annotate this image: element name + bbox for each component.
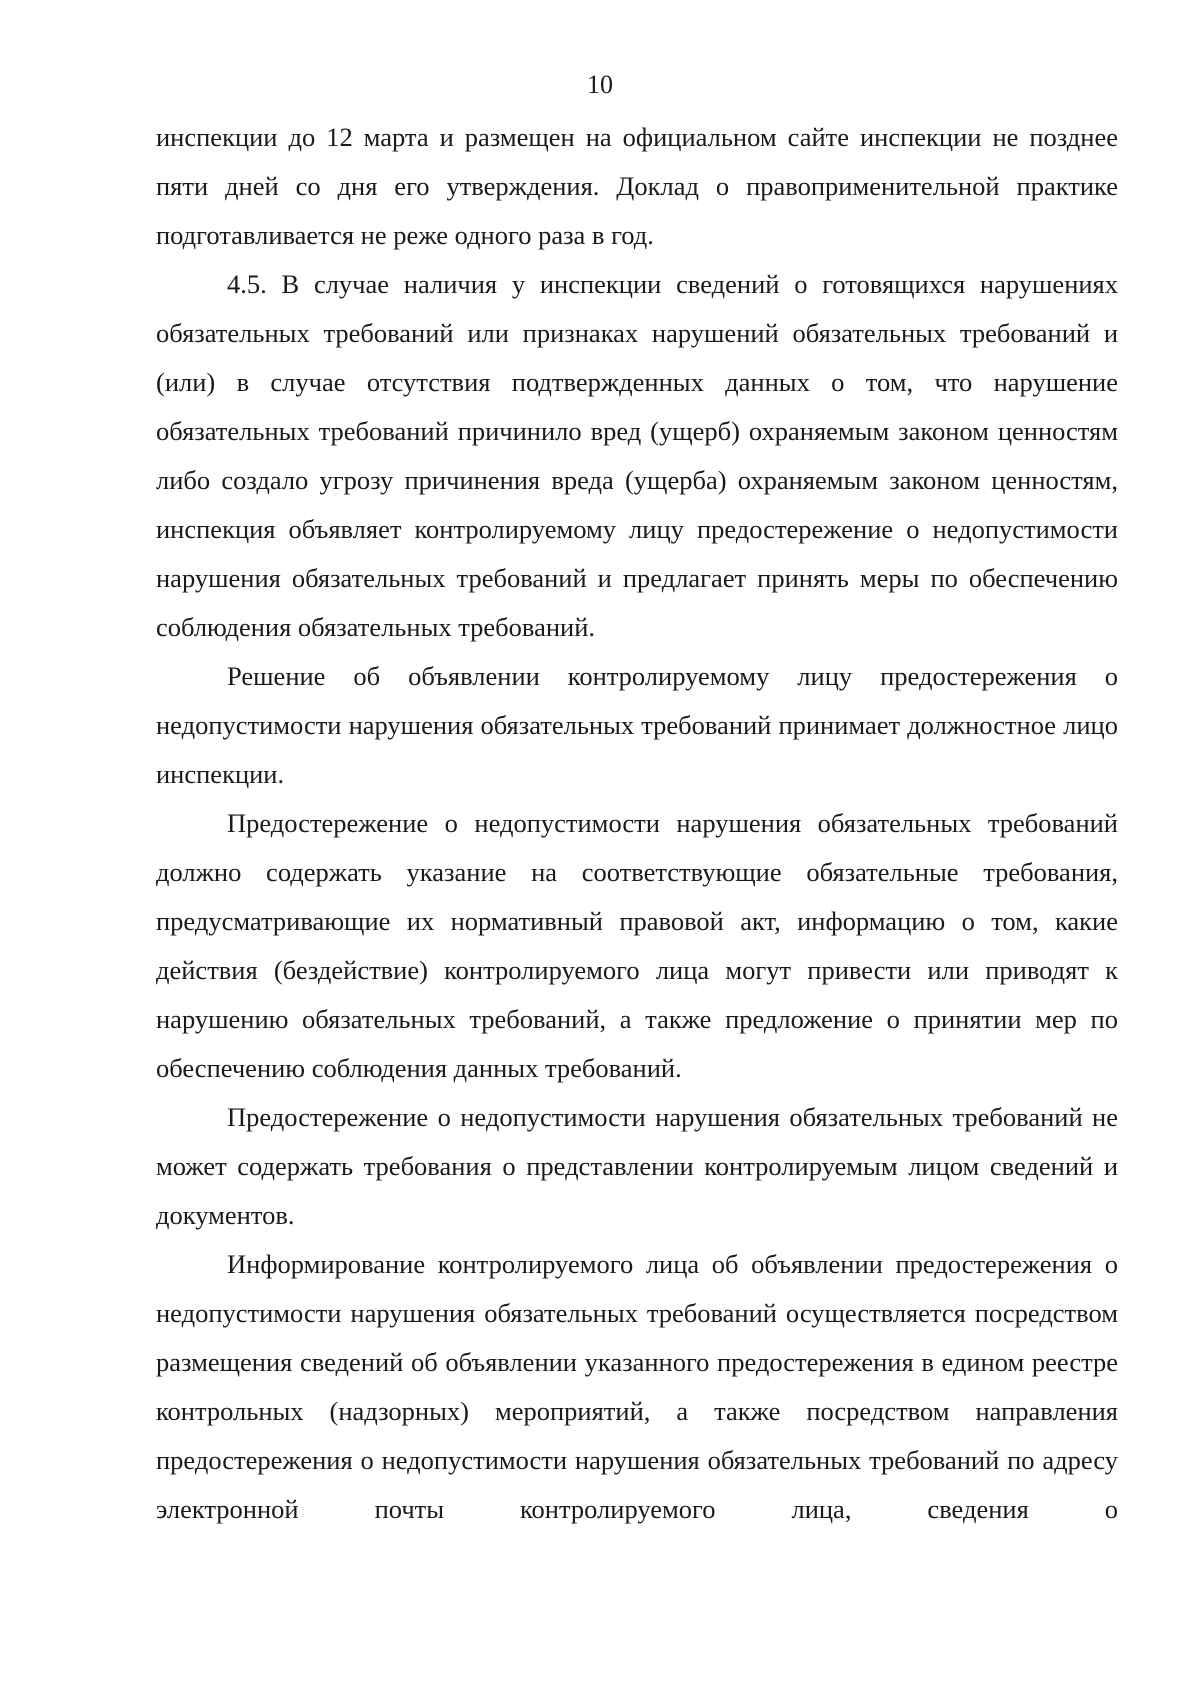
paragraph-warning-restriction: Предостережение о недопустимости нарушения обязательных требований не может содержать требования о представлении контролируемым лицом сведений и документов. [156,1102,1118,1230]
paragraph-clause-4-5: 4.5. В случае наличия у инспекции сведений о готовящихся нарушениях обязательных требований или признаках нарушений обязательных требований и (или) в случае отсутствия подтвержденных данных о том, что нарушение обязательных требований причинило вред (ущерб) охраняемым законом ценностям либо создало угрозу причинения вреда (ущерба) охраняемым законом ценностям, инспекция объявляет контролируемому лицу предостережение о недопустимости нарушения обязательных требований и предлагает принять меры по обеспечению соблюдения обязательных требований. [156,269,1118,642]
paragraph-continuation: инспекции до 12 марта и размещен на официальном сайте инспекции не позднее пяти дней со дня его утверждения. Доклад о правоприменительной практике подготавливается не реже одного раза в год. [156,122,1118,250]
document-body [156,113,1118,1534]
paragraph-informing: Информирование контролируемого лица об объявлении предостережения о недопустимости нарушения обязательных требований осуществляется посредством размещения сведений об объявлении указанного предостережения в едином реестре контрольных (надзорных) мероприятий, а также посредством направления предостережения о недопустимости нарушения обязательных требований по адресу электронной почты контролируемого лица, сведения о [156,1249,1118,1524]
paragraph-warning-content: Предостережение о недопустимости нарушения обязательных требований должно содержать указание на соответствующие обязательные требования, предусматривающие их нормативный правовой акт, информацию о том, какие действия (бездействие) контролируемого лица могут привести или приводят к нарушению обязательных требований, а также предложение о принятии мер по обеспечению соблюдения данных требований. [156,808,1118,1083]
paragraph-decision: Решение об объявлении контролируемому лицу предостережения о недопустимости нарушения обязательных требований принимает должностное лицо инспекции. [156,661,1118,789]
page-number: 10 [587,70,613,99]
